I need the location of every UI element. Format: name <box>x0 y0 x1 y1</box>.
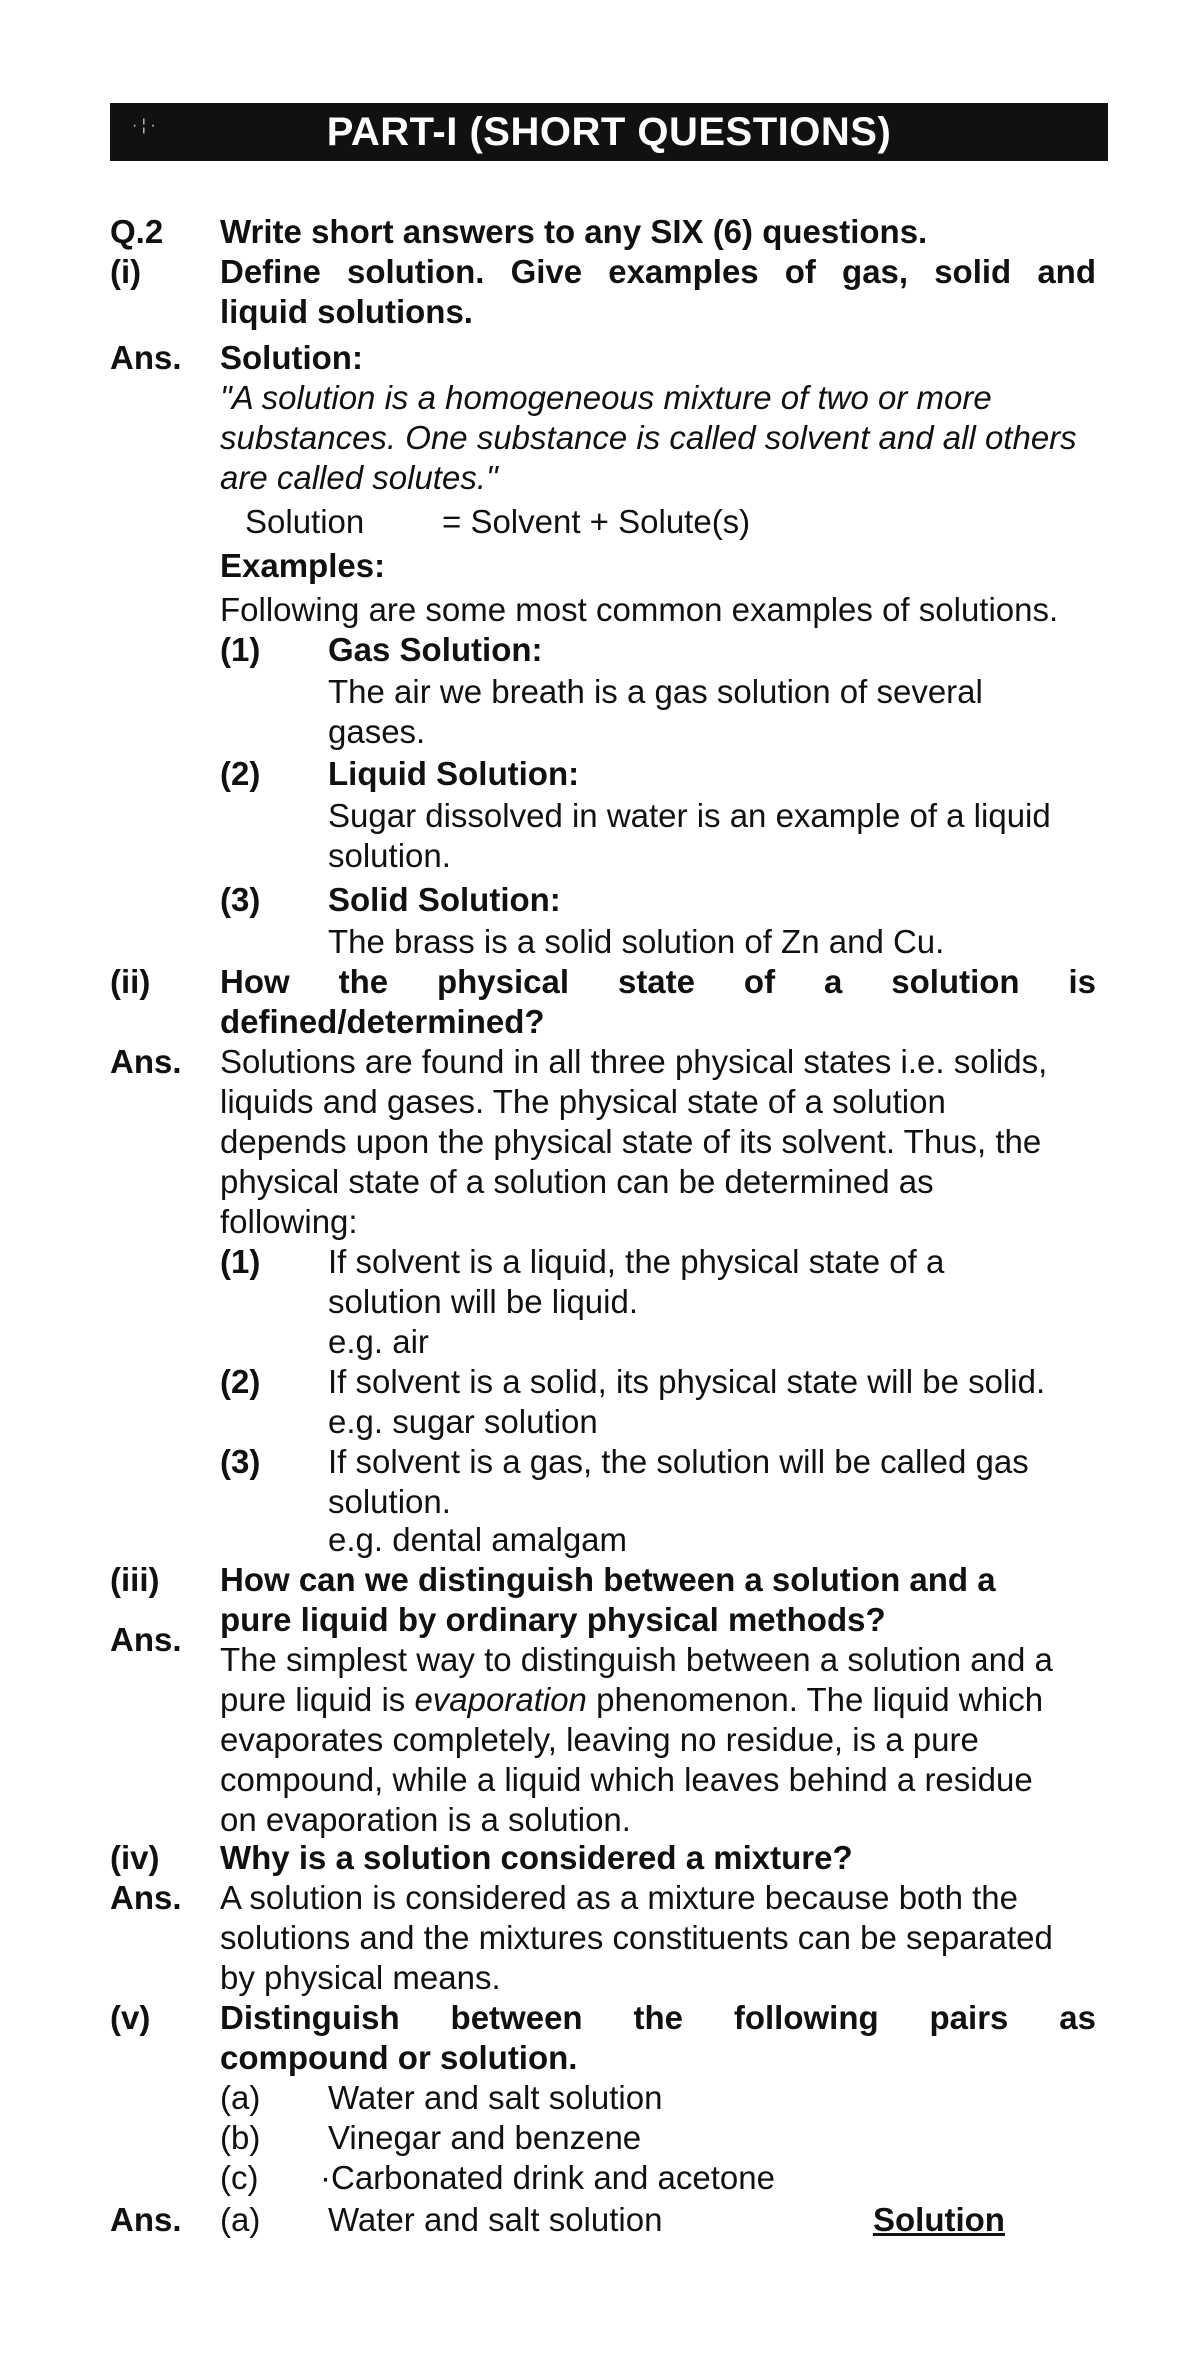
subquestion-number: (iv) <box>110 1839 160 1876</box>
subquestion-line: pure liquid by ordinary physical methods? <box>220 1601 886 1638</box>
answer-line: solutions and the mixtures constituents can be separated <box>220 1919 1053 1956</box>
question-number: Q.2 <box>110 213 164 250</box>
subquestion-number: (v) <box>110 1999 151 2036</box>
examples-intro: Following are some most common examples of solutions. <box>220 591 1059 628</box>
item-number: (1) <box>220 1243 261 1280</box>
pair-letter: (a) <box>220 2079 261 2116</box>
answer-letter: (a) <box>220 2201 261 2238</box>
subquestion-number: (ii) <box>110 963 151 1000</box>
answer-line: The simplest way to distinguish between a solution and a <box>220 1641 1053 1678</box>
question-instruction: Write short answers to any SIX (6) questions. <box>220 213 928 250</box>
item-example: e.g. air <box>328 1323 429 1360</box>
pair-text: ·Carbonated drink and acetone <box>320 2159 775 2196</box>
answer-tag: Ans. <box>110 339 182 376</box>
formula-left: Solution <box>245 503 365 540</box>
item-text: If solvent is a gas, the solution will be called gas <box>328 1443 1029 1480</box>
answer-result: Solution <box>873 2201 1005 2238</box>
pair-letter: (c) <box>220 2159 259 2196</box>
section-title: PART-I (SHORT QUESTIONS) <box>326 109 892 154</box>
emphasis-term: evaporation <box>414 1681 587 1718</box>
item-text: solution. <box>328 1483 451 1520</box>
answer-tag: Ans. <box>110 1879 182 1916</box>
item-title: Solid Solution: <box>328 881 561 918</box>
item-title: Liquid Solution: <box>328 755 580 792</box>
item-example: e.g. sugar solution <box>328 1403 598 1440</box>
subquestion-line: How the physical state of a solution is <box>220 963 1096 1000</box>
item-text: The air we breath is a gas solution of several <box>328 673 983 710</box>
item-text: If solvent is a solid, its physical state will be solid. <box>328 1363 1046 1400</box>
subquestion-line: Distinguish between the following pairs as <box>220 1999 1096 2036</box>
subquestion-line: Define solution. Give examples of gas, solid and <box>220 253 1096 290</box>
subquestion-line: compound or solution. <box>220 2039 578 2076</box>
item-text: solution will be liquid. <box>328 1283 639 1320</box>
answer-line: pure liquid is evaporation phenomenon. The liquid which <box>220 1681 1044 1718</box>
answer-line: physical state of a solution can be determined as <box>220 1163 934 1200</box>
pair-text: Water and salt solution <box>328 2079 663 2116</box>
item-number: (1) <box>220 631 261 668</box>
subquestion-line: defined/determined? <box>220 1003 545 1040</box>
pair-text: Vinegar and benzene <box>328 2119 642 2156</box>
item-title: Gas Solution: <box>328 631 543 668</box>
answer-line: evaporates completely, leaving no residue, is a pure <box>220 1721 979 1758</box>
answer-line: Solutions are found in all three physical states i.e. solids, <box>220 1043 1048 1080</box>
scan-specks: · ¦ · <box>132 117 156 134</box>
answer-line: on evaporation is a solution. <box>220 1801 631 1838</box>
item-number: (3) <box>220 881 261 918</box>
item-example: e.g. dental amalgam <box>328 1521 628 1558</box>
subquestion-number: (i) <box>110 253 142 290</box>
formula-right: = Solvent + Solute(s) <box>442 503 751 540</box>
item-text: solution. <box>328 837 451 874</box>
item-number: (2) <box>220 1363 261 1400</box>
answer-tag: Ans. <box>110 1621 182 1658</box>
definition-line: are called solutes." <box>220 459 498 496</box>
answer-line: A solution is considered as a mixture because both the <box>220 1879 1018 1916</box>
item-number: (2) <box>220 755 261 792</box>
item-number: (3) <box>220 1443 261 1480</box>
answer-line: by physical means. <box>220 1959 501 1996</box>
section-banner <box>110 103 1108 161</box>
answer-heading: Solution: <box>220 339 363 376</box>
answer-line: liquids and gases. The physical state of a solution <box>220 1083 946 1120</box>
subquestion-line: How can we distinguish between a solution and a <box>220 1561 996 1598</box>
answer-text: Water and salt solution <box>328 2201 663 2238</box>
definition-line: "A solution is a homogeneous mixture of two or more <box>220 379 992 416</box>
answer-line: following: <box>220 1203 358 1240</box>
answer-line: compound, while a liquid which leaves behind a residue <box>220 1761 1033 1798</box>
definition-line: substances. One substance is called solvent and all others <box>220 419 1077 456</box>
pair-letter: (b) <box>220 2119 261 2156</box>
item-text: The brass is a solid solution of Zn and Cu. <box>328 923 945 960</box>
answer-tag: Ans. <box>110 1043 182 1080</box>
answer-tag: Ans. <box>110 2201 182 2238</box>
item-text: If solvent is a liquid, the physical state of a <box>328 1243 945 1280</box>
answer-line: depends upon the physical state of its solvent. Thus, the <box>220 1123 1042 1160</box>
item-text: Sugar dissolved in water is an example of a liquid <box>328 797 1051 834</box>
subquestion-line: Why is a solution considered a mixture? <box>220 1839 853 1876</box>
subquestion-number: (iii) <box>110 1561 160 1598</box>
examples-heading: Examples: <box>220 547 386 584</box>
item-text: gases. <box>328 713 426 750</box>
subquestion-line: liquid solutions. <box>220 293 473 330</box>
